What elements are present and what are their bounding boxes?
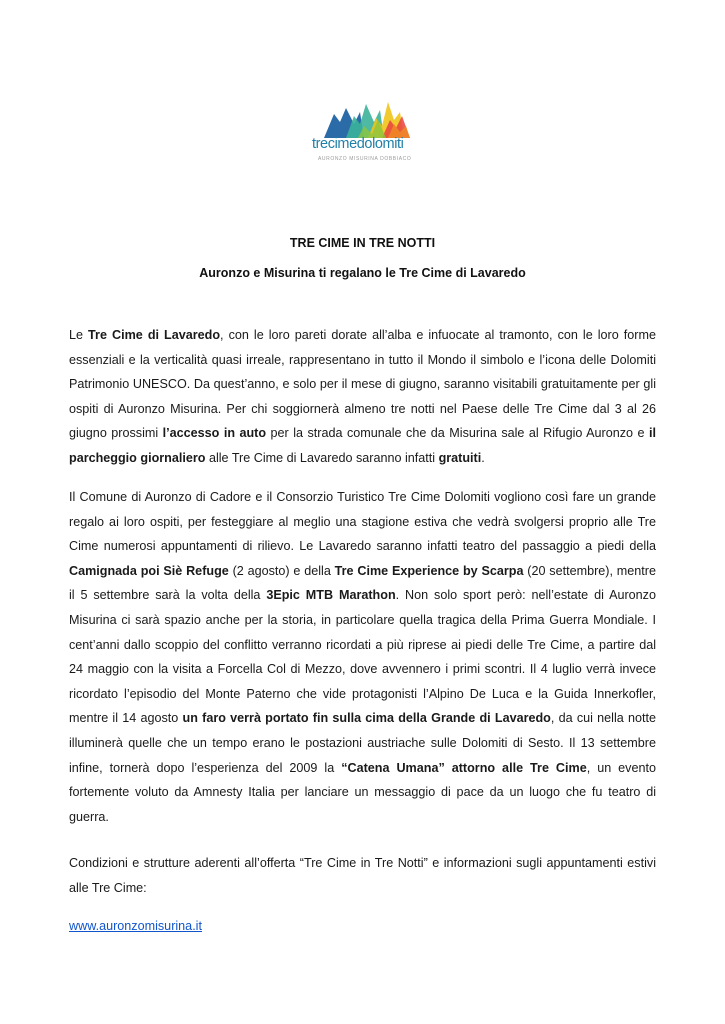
p2-text-i: , da cui nella notte illuminerà quelle che un tempo erano le postazioni austriache sulle Dolomiti di Sesto. Il 13 settembre infine, tornerà dopo l’esperienza del 2009 la [69, 711, 656, 775]
p1-bold-accesso: l’accesso in auto [162, 426, 267, 441]
p1-text-c: , con le loro pareti dorate all’alba e infuocate al tramonto, con le loro forme essenziali e la verticalità quasi irreale, rappresentano in tutto il Mondo il simbolo e l’icona delle Dolomiti Patrimonio UNESCO. Da quest’anno, e solo per il mese di giugno, saranno visitabili gratuitamente per gli ospiti di Auronzo Misurina. Per chi soggiornerà almeno tre notti nel Paese delle Tre Cime dal 3 al 26 giugno prossimi [69, 328, 656, 441]
p1-bold-tre-cime: Tre Cime di Lavaredo [88, 328, 221, 342]
p1-bold-parcheggio: il parcheggio giornaliero [69, 426, 656, 465]
p2-text-a: Il Comune di Auronzo di Cadore e il Consorzio Turistico Tre Cime Dolomiti vogliono così fare un grande regalo ai loro ospiti, per festeggiare al meglio una stagione estiva che vedrà svolgersi proprio alle Tre Cime numerosi appuntamenti di rilievo. Le Lavaredo saranno infatti teatro del passaggio a piedi della [69, 490, 656, 554]
p2-text-e: (20 settembre), mentre il 5 settembre sarà la volta della [69, 563, 656, 603]
p1-text-a: Le [69, 328, 89, 342]
p2-bold-faro: un faro verrà portato fin sulla cima della Grande di Lavaredo [182, 711, 551, 726]
website-link[interactable]: www.auronzomisurina.it [69, 919, 202, 933]
website-link-row [69, 914, 656, 939]
p2-bold-camignada: Camignada poi Siè Refuge [69, 563, 229, 578]
p2-text-c: (2 agosto) e della [228, 563, 335, 578]
p1-text-g: alle Tre Cime di Lavaredo saranno infatti [205, 450, 439, 465]
p2-text-k: , un evento fortemente voluto da Amnesty Italia per lanciare un messaggio di pace da un luogo che fu teatro di guerra. [69, 760, 656, 824]
tre-cime-dolomiti-logo [312, 100, 422, 172]
paragraph-intro [69, 323, 656, 471]
logo-subtitle: AURONZO MISURINA DOBBIACO [318, 156, 412, 162]
p2-bold-experience: Tre Cime Experience by Scarpa [334, 563, 524, 578]
document-subtitle: Auronzo e Misurina ti regalano le Tre Cime di Lavaredo [199, 266, 526, 280]
p2-bold-marathon: 3Epic MTB Marathon [266, 588, 396, 603]
p2-text-g: . Non solo sport però: nell’estate di Auronzo Misurina ci sarà spazio anche per la storia, in particolare quella tragica della Prima Guerra Mondiale. I cent’anni dallo scoppio del conflitto verranno ricordati a più riprese ai piedi delle Tre Cime, a partire dal 24 maggio con la visita a Forcella Col di Mezzo, dove avvennero i primi scontri. Il 4 luglio verrà invece ricordato l’episodio del Monte Paterno che vide protagonisti l’Alpino De Luca e la Guida Innerkofler, mentre il 14 agosto [69, 588, 656, 726]
p1-bold-gratuiti: gratuiti [438, 450, 482, 465]
paragraph-events [69, 485, 656, 829]
document-title: TRE CIME IN TRE NOTTI [289, 236, 436, 250]
paragraph-conditions: Condizioni e strutture aderenti all’offerta “Tre Cime in Tre Notti” e informazioni sugli appuntamenti estivi alle Tre Cime: [69, 856, 656, 895]
p1-text-e: per la strada comunale che da Misurina sale al Rifugio Auronzo e [266, 426, 649, 441]
logo-wordmark: trecimedolomiti [312, 136, 404, 152]
p1-text-i: . [481, 450, 485, 465]
p2-bold-catena-umana: “Catena Umana” attorno alle Tre Cime [341, 760, 587, 775]
mountain-peaks-icon [324, 100, 410, 138]
